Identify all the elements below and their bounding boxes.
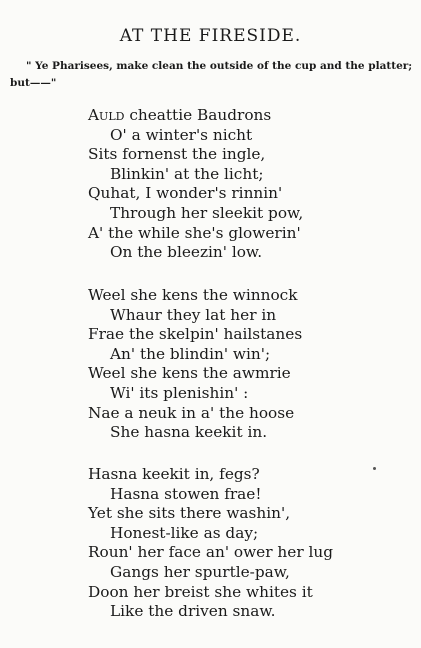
- poem-line: Quhat, I wonder's rinnin': [88, 184, 283, 203]
- poem-line: Hasna keekit in, fegs?: [88, 465, 260, 483]
- poem-line: An' the blindin' win';: [110, 344, 271, 363]
- poem-line: Like the driven snaw.: [110, 602, 276, 621]
- poem-line: Sits fornenst the ingle,: [88, 145, 266, 164]
- poem-line: Auld cheattie Baudrons: [88, 106, 272, 124]
- poem-line: Weel she kens the winnock: [88, 286, 298, 304]
- stanza-1: [88, 106, 303, 263]
- poem-line: Frae the skelpin' hailstanes: [88, 325, 303, 344]
- stanza-2: [88, 286, 302, 443]
- epigraph-line: " Ye Pharisees, make clean the outside of the cup and the platter;: [26, 60, 413, 72]
- poem-line: Blinkin' at the licht;: [110, 164, 264, 183]
- poem-line: Honest-like as day;: [110, 523, 259, 542]
- poem-line: A' the while she's glowerin': [88, 223, 301, 242]
- poem-line: Weel she kens the awmrie: [88, 364, 291, 383]
- poem-line: She hasna keekit in.: [110, 423, 268, 442]
- poem-line: Through her sleekit pow,: [110, 203, 304, 222]
- stanza-3: [88, 465, 333, 622]
- poem-line: O' a winter's nicht: [110, 125, 253, 144]
- poem-line: Whaur they lat her in: [110, 305, 277, 324]
- ink-speck: [373, 467, 376, 470]
- poem-line: Yet she sits there washin',: [88, 504, 291, 523]
- epigraph-line: but——": [10, 77, 57, 89]
- poem-title: AT THE FIRESIDE.: [119, 26, 302, 46]
- poem-line: On the bleezin' low.: [110, 243, 263, 262]
- epigraph: [10, 58, 415, 92]
- poem-line: Wi' its plenishin' :: [110, 383, 249, 402]
- poem-line: Hasna stowen frae!: [110, 484, 262, 503]
- poem-line: Gangs her spurtle-paw,: [110, 562, 290, 581]
- poem-line: Doon her breist she whites it: [88, 582, 313, 601]
- poem-line: Nae a neuk in a' the hoose: [88, 403, 295, 422]
- poem-line: Roun' her face an' ower her lug: [88, 543, 334, 562]
